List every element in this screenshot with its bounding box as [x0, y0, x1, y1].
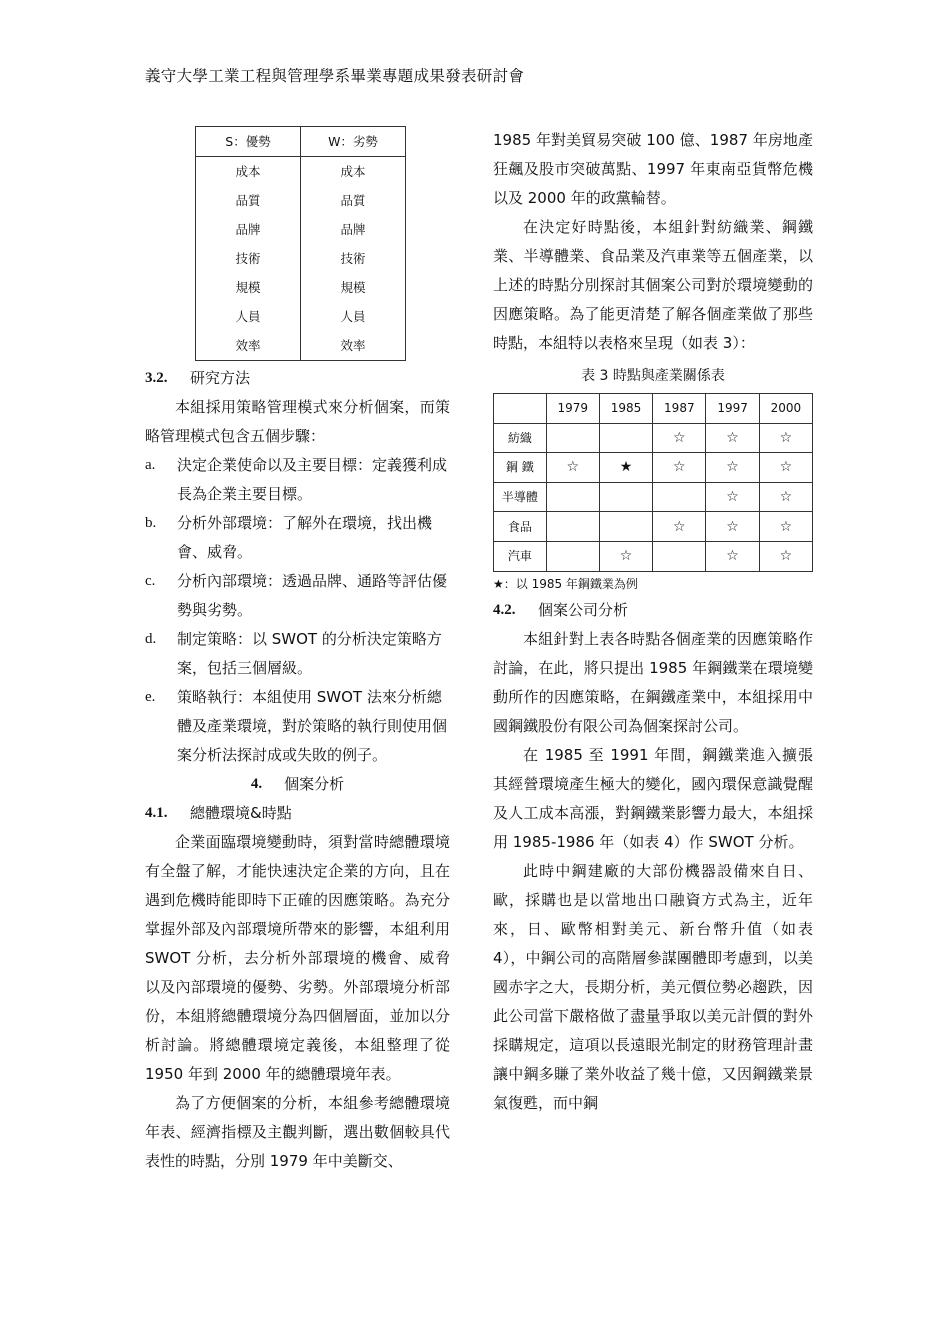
- table-cell: [599, 423, 652, 453]
- table-cell: [599, 482, 652, 512]
- swot-cell: 成本: [301, 157, 406, 187]
- swot-row: [196, 186, 406, 215]
- table-row: [494, 512, 813, 542]
- swot-row: [196, 331, 406, 361]
- swot-cell: 品牌: [301, 215, 406, 244]
- table-cell: ☆: [706, 482, 759, 512]
- table-cell: ☆: [706, 512, 759, 542]
- table-cell: [546, 512, 599, 542]
- section-heading-4-1: [145, 799, 450, 828]
- list-item: [145, 625, 450, 683]
- paragraph: 在 1985 至 1991 年間，鋼鐵業進入擴張其經營環境產生極大的變化，國內環保意識覺醒及人工成本高漲，對鋼鐵業影響力最大，本組採用 1985-1986 年（如表 4）作 SWOT 分析。: [493, 745, 813, 851]
- list-marker: d.: [145, 631, 157, 647]
- table-cell: ☆: [759, 453, 812, 483]
- section-number: 4.: [250, 776, 263, 792]
- section-heading-3-2: [145, 364, 450, 393]
- year-header: 2000: [759, 394, 812, 424]
- swot-cell: 人員: [196, 302, 301, 331]
- table-header-row: [494, 394, 813, 424]
- list-text: 決定企業使命以及主要目標：定義獲利成長為企業主要目標。: [177, 456, 448, 503]
- swot-row: [196, 302, 406, 331]
- table-cell: ★: [599, 453, 652, 483]
- industry-label: 紡織: [494, 423, 547, 453]
- section-title: 個案分析: [284, 775, 345, 793]
- swot-cell: 效率: [196, 331, 301, 361]
- timepoint-industry-table: [493, 393, 813, 572]
- table-cell: [546, 541, 599, 571]
- table-note: ★：以 1985 年鋼鐵業為例: [493, 576, 638, 591]
- left-column: [145, 126, 450, 1176]
- table-cell: ☆: [759, 541, 812, 571]
- swot-header-row: [196, 127, 406, 157]
- year-header: 1979: [546, 394, 599, 424]
- swot-row: [196, 215, 406, 244]
- list-marker: e.: [145, 689, 156, 705]
- list-item: [145, 683, 450, 770]
- industry-label: 鋼 鐵: [494, 453, 547, 483]
- table-cell: ☆: [706, 423, 759, 453]
- year-header: 1997: [706, 394, 759, 424]
- paragraph: 為了方便個案的分析，本組參考總體環境年表、經濟指標及主觀判斷，選出數個較具代表性的時點，分別 1979 年中美斷交、: [145, 1094, 450, 1170]
- list-marker: b.: [145, 515, 157, 531]
- table-cell: [653, 482, 706, 512]
- swot-header-strengths: S：優勢: [196, 127, 301, 157]
- table-cell: ☆: [599, 541, 652, 571]
- paragraph-continued: 1985 年對美貿易突破 100 億、1987 年房地產狂飆及股市突破萬點、1997 年東南亞貨幣危機以及 2000 年的政黨輪替。: [493, 131, 813, 207]
- section-title: 總體環境&時點: [190, 804, 292, 822]
- table-cell: ☆: [546, 453, 599, 483]
- list-text: 分析內部環境：透過品牌、通路等評估優勢與劣勢。: [177, 572, 448, 619]
- industry-label: 食品: [494, 512, 547, 542]
- table-row: [494, 541, 813, 571]
- paragraph: 本組採用策略管理模式來分析個案，而策略管理模式包含五個步驟：: [145, 398, 450, 445]
- swot-cell: 品牌: [196, 215, 301, 244]
- swot-cell: 效率: [301, 331, 406, 361]
- paragraph: 在決定好時點後，本組針對紡織業、鋼鐵業、半導體業、食品業及汽車業等五個產業，以上述的時點分別探討其個案公司對於環境變動的因應策略。為了能更清楚了解各個產業做了那些時點，本組特以表格來呈現（如表 3）：: [493, 218, 813, 352]
- paragraph: 企業面臨環境變動時，須對當時總體環境有全盤了解，才能快速決定企業的方向，且在遇到危機時能即時下正確的因應策略。為充分掌握外部及內部環境所帶來的影響，本組利用 SWOT 分析，去分析外部環境的機會、威脅以及內部環境的優勢、劣勢。外部環境分析部份，本組將總體環境分為四個層面，並加以分析討論。將總體環境定義後，本組整理了從 1950 年到 2000 年的總體環境年表。: [145, 833, 450, 1083]
- table-cell: [599, 512, 652, 542]
- table-cell: ☆: [706, 541, 759, 571]
- section-number: 3.2.: [145, 370, 168, 386]
- table-row: [494, 423, 813, 453]
- table-cell: ☆: [653, 512, 706, 542]
- list-text: 分析外部環境：了解外在環境，找出機會、威脅。: [177, 514, 433, 561]
- section-heading-4-2: [493, 596, 813, 625]
- section-number: 4.1.: [145, 805, 168, 821]
- right-column: [493, 126, 813, 1118]
- table-cell: ☆: [759, 423, 812, 453]
- list-item: [145, 509, 450, 567]
- table-cell: ☆: [706, 453, 759, 483]
- corner-cell: [494, 394, 547, 424]
- list-text: 策略執行：本組使用 SWOT 法來分析總體及產業環境，對於策略的執行則使用個案分析法探討成或失敗的例子。: [177, 688, 448, 764]
- section-heading-4: [145, 770, 450, 799]
- table-cell: ☆: [653, 453, 706, 483]
- table-cell: [546, 423, 599, 453]
- list-item: [145, 567, 450, 625]
- table-cell: [546, 482, 599, 512]
- year-header: 1985: [599, 394, 652, 424]
- list-text: 制定策略：以 SWOT 的分析決定策略方案，包括三個層級。: [177, 630, 442, 677]
- swot-cell: 技術: [301, 244, 406, 273]
- running-header: 義守大學工業工程與管理學系畢業專題成果發表研討會: [145, 67, 525, 85]
- table-cell: ☆: [759, 512, 812, 542]
- section-title: 個案公司分析: [538, 600, 629, 619]
- list-marker: a.: [145, 457, 156, 473]
- swot-cell: 品質: [196, 186, 301, 215]
- swot-cell: 規模: [301, 273, 406, 302]
- swot-cell: 成本: [196, 157, 301, 187]
- paragraph: 本組針對上表各時點各個產業的因應策略作討論，在此，將只提出 1985 年鋼鐵業在環境變動所作的因應策略，在鋼鐵產業中，本組採用中國鋼鐵股份有限公司為個案探討公司。: [493, 629, 813, 735]
- list-item: [145, 451, 450, 509]
- year-header: 1987: [653, 394, 706, 424]
- swot-cell: 人員: [301, 302, 406, 331]
- section-title: 研究方法: [190, 369, 251, 387]
- list-marker: c.: [145, 573, 156, 589]
- table-row: [494, 453, 813, 483]
- swot-table: [195, 126, 406, 361]
- table-caption: 表 3 時點與產業關係表: [581, 368, 725, 384]
- table-cell: [653, 541, 706, 571]
- swot-row: [196, 244, 406, 273]
- swot-cell: 規模: [196, 273, 301, 302]
- swot-cell: 品質: [301, 186, 406, 215]
- table-cell: ☆: [759, 482, 812, 512]
- section-number: 4.2.: [493, 601, 516, 618]
- paragraph: 此時中鋼建廠的大部份機器設備來自日、歐，採購也是以當地出口融資方式為主，近年來，日、歐幣相對美元、新台幣升值（如表 4），中鋼公司的高階層參謀團體即考慮到，以美國赤字之大，長期分析，美元價位勢必趨跌，因此公司當下嚴格做了盡量爭取以美元計價的對外採購規定，這項以長遠眼光制定的財務管理計畫讓中鋼多賺了業外收益了幾十億，又因鋼鐵業景氣復甦，而中鋼: [493, 861, 813, 1112]
- industry-label: 半導體: [494, 482, 547, 512]
- table-cell: ☆: [653, 423, 706, 453]
- industry-label: 汽車: [494, 541, 547, 571]
- table-row: [494, 482, 813, 512]
- swot-header-weaknesses: W：劣勢: [301, 127, 406, 157]
- swot-row: [196, 157, 406, 187]
- swot-row: [196, 273, 406, 302]
- swot-cell: 技術: [196, 244, 301, 273]
